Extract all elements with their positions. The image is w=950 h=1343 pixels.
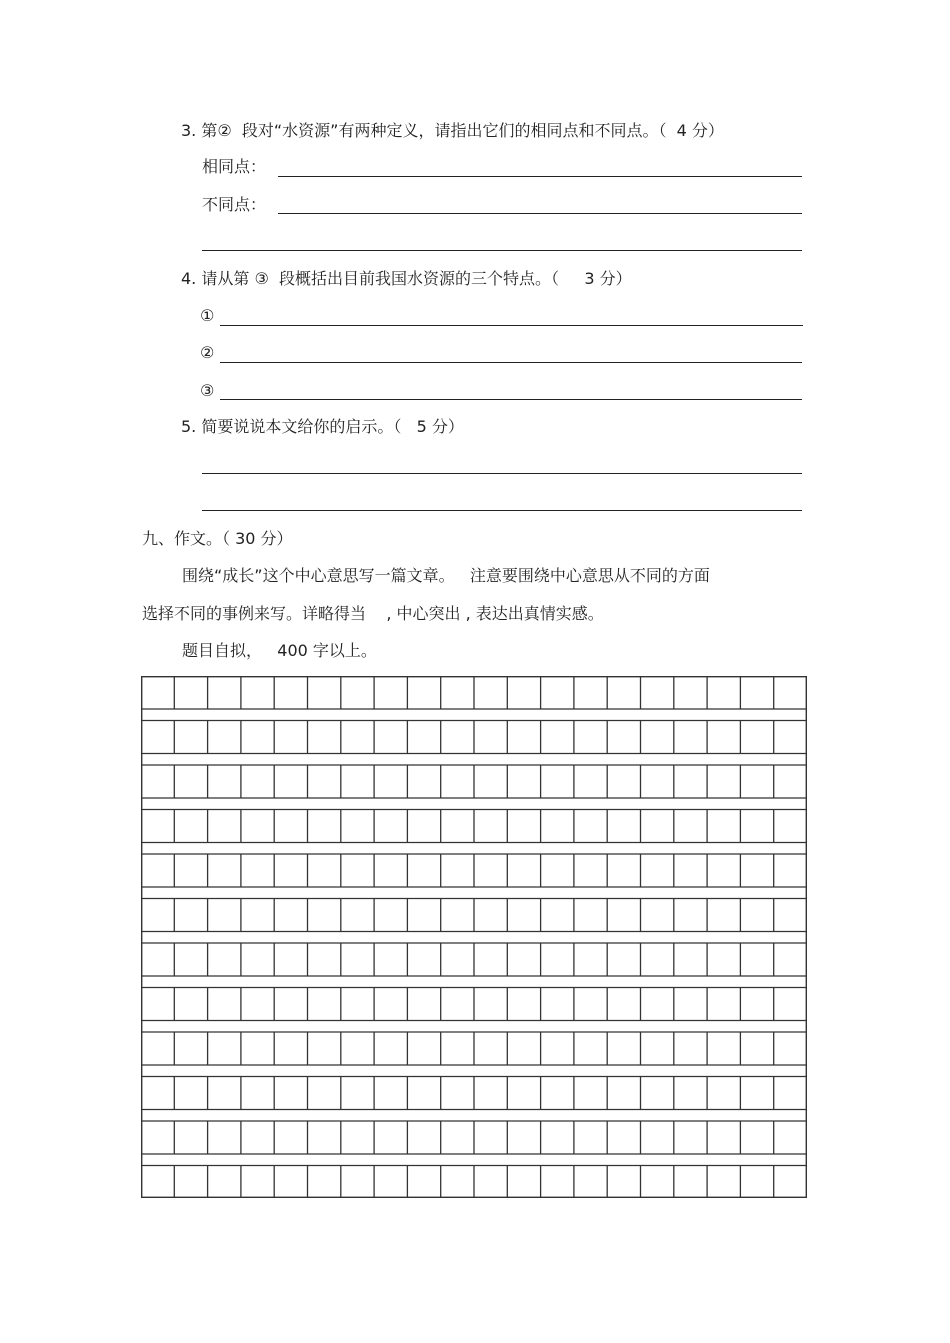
q5-answer-line-2[interactable]	[202, 510, 802, 511]
q5-text: 5. 简要说说本文给你的启示。（ 5 分）	[181, 417, 464, 436]
composition-grid[interactable]	[141, 676, 807, 1198]
sec9-para2: 选择不同的事例来写。详略得当 , 中心突出 , 表达出真情实感。	[142, 604, 604, 623]
q3-same-label: 相同点：	[202, 157, 267, 176]
q3-diff-answer-line[interactable]	[278, 213, 802, 214]
q3-diff-answer-line-2[interactable]	[202, 250, 802, 251]
sec9-para1: 围绕“成长”这个中心意思写一篇文章。 注意要围绕中心意思从不同的方面	[182, 566, 710, 585]
q3-same-answer-line[interactable]	[278, 176, 802, 177]
sec9-heading: 九、作文。（ 30 分）	[142, 529, 293, 548]
sec9-para3: 题目自拟， 400 字以上。	[182, 641, 377, 660]
q4-mark-3: ③	[200, 381, 215, 400]
q3-text: 3. 第② 段对“水资源”有两种定义，请指出它们的相同点和不同点。（ 4 分）	[181, 121, 724, 140]
q4-answer-line-1[interactable]	[220, 325, 803, 326]
q4-answer-line-2[interactable]	[220, 362, 802, 363]
q4-text: 4. 请从第 ③ 段概括出目前我国水资源的三个特点。（ 3 分）	[181, 269, 632, 288]
composition-grid-svg[interactable]	[141, 676, 807, 1198]
q4-mark-1: ①	[200, 306, 215, 325]
q3-diff-label: 不同点：	[202, 195, 267, 214]
q4-mark-2: ②	[200, 343, 215, 362]
q5-answer-line-1[interactable]	[202, 473, 802, 474]
q4-answer-line-3[interactable]	[220, 399, 802, 400]
grid-frame	[142, 677, 807, 1198]
